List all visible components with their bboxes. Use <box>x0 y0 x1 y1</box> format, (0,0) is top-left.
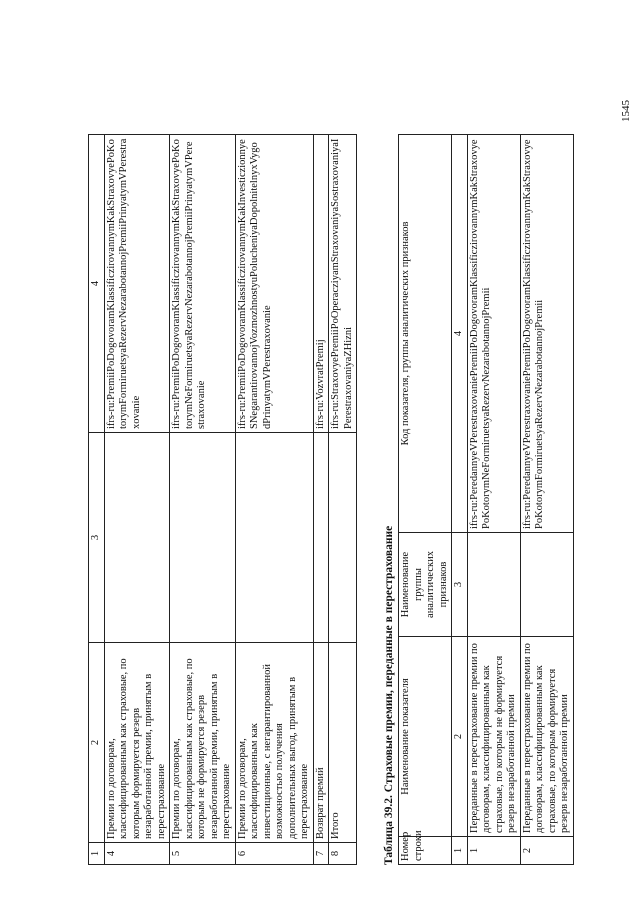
table-header-row <box>89 135 105 865</box>
header-indicator-name: Наименование показателя <box>399 637 452 837</box>
header-cell: 3 <box>89 433 105 643</box>
table-row <box>235 135 313 865</box>
indicator-code: ifrs-ru:PeredannyeVPerestraxovaniePremiiPoDogovoramKlassificzirovannymKakStraxovyePoKotorymNeFormiruetsyaRezervNezarabotannojPremii <box>467 135 520 533</box>
page-number: 1545 <box>620 100 632 122</box>
indicator-code: ifrs-ru:PeredannyeVPerestraxovaniePremiiPoDogovoramKlassificzirovannymKakStraxovyePoKotorymFormiruetsyaRezervNezarabotannojPremii <box>520 135 573 533</box>
group-name <box>235 433 313 643</box>
indicator-name: Возврат премий <box>313 643 329 843</box>
indicator-name: Премии по договорам, классифицированным как страховые, по которым формируется резерв незаработанной премии, принятым в перестрахование <box>104 643 170 843</box>
table-row <box>329 135 357 865</box>
indicator-code: ifrs-ru:VozvratPremij <box>313 135 329 433</box>
header-cell: 1 <box>89 843 105 865</box>
table-row <box>467 135 520 865</box>
header-cell: 2 <box>452 637 468 837</box>
header-code: Код показателя, группы аналитических признаков <box>399 135 452 533</box>
indicator-name: Переданные в перестрахование премии по договорам, классифицированным как страховые, по которым не формируется резерв незаработанной премии <box>467 637 520 837</box>
header-row-number: Номер строки <box>399 837 452 865</box>
table-header-numbers-row <box>452 135 468 865</box>
table-row <box>104 135 170 865</box>
table-header-row <box>399 135 452 865</box>
group-name <box>329 433 357 643</box>
row-number: 4 <box>104 843 170 865</box>
table-reinsurance-premiums <box>398 134 574 865</box>
group-name <box>313 433 329 643</box>
table-row <box>520 135 573 865</box>
indicator-name: Премии по договорам, классифицированным как инвестиционные, с негарантированной возможностью получения дополнительных выгод, принятым в перестрахование <box>235 643 313 843</box>
row-number: 8 <box>329 843 357 865</box>
group-name <box>467 533 520 637</box>
table-caption: Таблица 39.2. Страховые премии, переданные в перестрахование <box>383 525 395 865</box>
group-name <box>170 433 236 643</box>
group-name <box>104 433 170 643</box>
header-cell: 2 <box>89 643 105 843</box>
header-cell: 4 <box>89 135 105 433</box>
indicator-name: Премии по договорам, классифицированным как страховые, по которым не формируется резерв незаработанной премии, принятым в перестрахование <box>170 643 236 843</box>
table-row <box>170 135 236 865</box>
header-cell: 3 <box>452 533 468 637</box>
indicator-code: ifrs-ru:StraxovyePremiiPoOperacziyamStraxovaniyaSostraxovaniyaIPerestraxovaniyaZHizni <box>329 135 357 433</box>
header-cell: 4 <box>452 135 468 533</box>
row-number: 2 <box>520 837 573 865</box>
indicator-code: ifrs-ru:PremiiPoDogovoramKlassificzirovannymKakInvesticzionnyeSNegarantirovannojVozmozhnostyuPolucheniyaDopolnitelnyxVygodPrinyatymVPerestraxovanie <box>235 135 313 433</box>
indicator-code: ifrs-ru:PremiiPoDogovoramKlassificzirovannymKakStraxovyePoKotorymNeFormiruetsyaRezervNezarabotannojPremiiPrinyatymVPerestraxovanie <box>170 135 236 433</box>
table-row <box>313 135 329 865</box>
row-number: 7 <box>313 843 329 865</box>
header-cell: 1 <box>452 837 468 865</box>
row-number: 6 <box>235 843 313 865</box>
indicator-code: ifrs-ru:PremiiPoDogovoramKlassificzirovannymKakStraxovyePoKotorymFormiruetsyaRezervNezarabotannojPremiiPrinyatymVPerestraxovanie <box>104 135 170 433</box>
indicator-name: Переданные в перестрахование премии по договорам, классифицированным как страховые, по которым формируется резерв незаработанной премии <box>520 637 573 837</box>
row-number: 5 <box>170 843 236 865</box>
table-continuation <box>88 134 357 865</box>
row-number: 1 <box>467 837 520 865</box>
indicator-name: Итого <box>329 643 357 843</box>
header-group-name: Наименование группы аналитических признаков <box>399 533 452 637</box>
group-name <box>520 533 573 637</box>
